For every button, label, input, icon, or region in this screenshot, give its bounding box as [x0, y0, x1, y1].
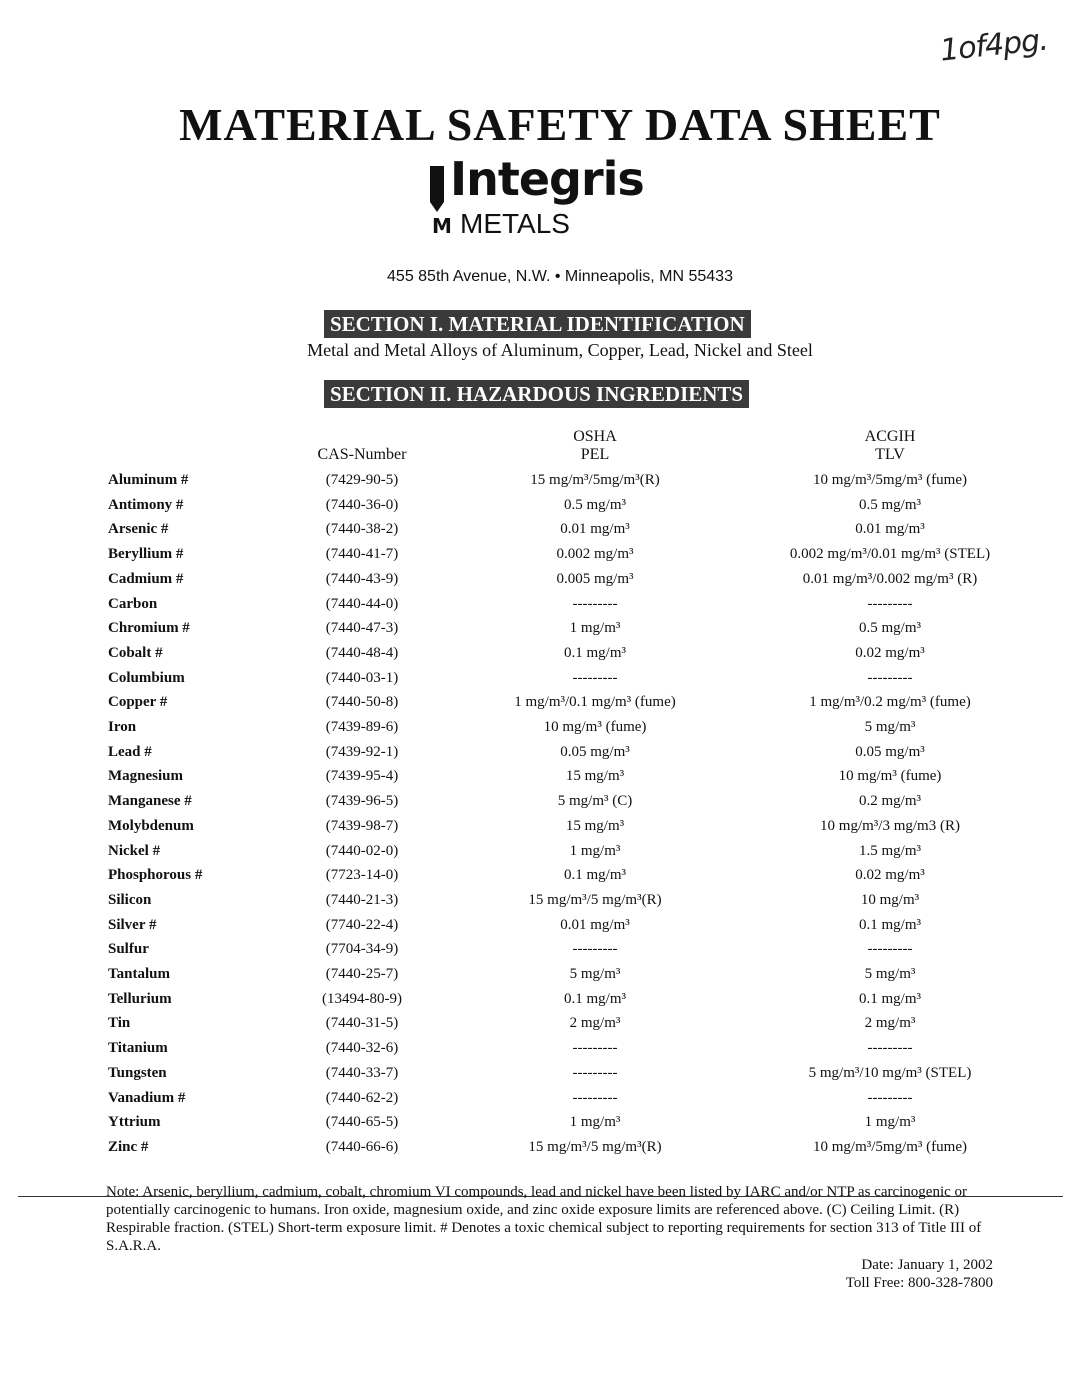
ingredient-name: Antimony #	[108, 497, 184, 513]
ingredient-acgih-tlv: 0.5 mg/m³	[859, 497, 921, 513]
ingredient-osha-pel: 0.5 mg/m³	[564, 497, 626, 513]
ingredient-name: Zinc #	[108, 1139, 149, 1155]
ingredient-acgih-tlv: 0.01 mg/m³/0.002 mg/m³ (R)	[802, 571, 978, 587]
ingredient-name: Copper #	[108, 694, 168, 710]
ingredient-cas-number: (7439-92-1)	[325, 744, 399, 760]
document-date: Date: January 1, 2002	[861, 1257, 993, 1273]
ingredient-acgih-tlv: 0.1 mg/m³	[859, 991, 921, 1007]
ingredient-acgih-tlv: 1 mg/m³/0.2 mg/m³ (fume)	[809, 694, 971, 710]
ingredient-osha-pel: 0.002 mg/m³	[556, 546, 634, 562]
ingredient-name: Tellurium	[108, 991, 172, 1007]
ingredient-cas-number: (7440-62-2)	[325, 1090, 399, 1106]
ingredient-osha-pel: 15 mg/m³	[565, 818, 625, 834]
ingredient-cas-number: (7440-21-3)	[325, 892, 399, 908]
ingredient-osha-pel: 5 mg/m³	[569, 966, 621, 982]
company-logo	[426, 152, 706, 250]
ingredient-acgih-tlv: ---------	[867, 596, 913, 612]
ingredient-osha-pel: 0.01 mg/m³	[560, 917, 630, 933]
ingredient-name: Silicon	[108, 892, 152, 908]
ingredient-cas-number: (7440-41-7)	[325, 546, 399, 562]
ingredient-cas-number: (7439-89-6)	[325, 719, 399, 735]
ingredient-cas-number: (7439-98-7)	[325, 818, 399, 834]
ingredient-cas-number: (7440-48-4)	[325, 645, 399, 661]
ingredient-acgih-tlv: 10 mg/m³/5mg/m³ (fume)	[813, 472, 967, 488]
ingredient-osha-pel: 15 mg/m³/5mg/m³(R)	[530, 472, 660, 488]
ingredient-name: Yttrium	[108, 1114, 161, 1130]
ingredient-osha-pel: 15 mg/m³/5 mg/m³(R)	[528, 892, 662, 908]
ingredient-acgih-tlv: 1.5 mg/m³	[859, 843, 921, 859]
ingredient-osha-pel: 0.1 mg/m³	[564, 867, 626, 883]
ingredient-acgih-tlv: 0.01 mg/m³	[855, 521, 925, 537]
ingredient-acgih-tlv: 10 mg/m³/5mg/m³ (fume)	[813, 1139, 967, 1155]
ingredient-acgih-tlv: ---------	[867, 1040, 913, 1056]
ingredient-name: Beryllium #	[108, 546, 184, 562]
logo-m-mark: M	[432, 214, 452, 238]
ingredient-cas-number: (7440-02-0)	[325, 843, 399, 859]
ingredient-acgih-tlv: 1 mg/m³	[864, 1114, 916, 1130]
ingredient-acgih-tlv: 0.02 mg/m³	[855, 645, 925, 661]
footnote: Note: Arsenic, beryllium, cadmium, cobalt, chromium VI compounds, lead and nickel have been listed by IARC and/or NTP as carcinogenic or potentially carcinogenic to humans. Iron oxide, magnesium oxide, and zinc oxide exposure limits are referenced above. (C) Ceiling Limit. (R) Respirable fraction. (STEL) Short-term exposure limit. # Denotes a toxic chemical subject to reporting requirements for section 313 of Title III of S.A.R.A.	[106, 1184, 982, 1254]
ingredient-name: Titanium	[108, 1040, 168, 1056]
ingredient-acgih-tlv: 0.002 mg/m³/0.01 mg/m³ (STEL)	[789, 546, 991, 562]
ingredient-cas-number: (7429-90-5)	[325, 472, 399, 488]
ingredient-name: Sulfur	[108, 941, 149, 957]
ingredient-osha-pel: 0.05 mg/m³	[560, 744, 630, 760]
ingredient-cas-number: (7723-14-0)	[325, 867, 399, 883]
ingredient-name: Phosphorous #	[108, 867, 203, 883]
ingredient-osha-pel: ---------	[572, 1090, 618, 1106]
ingredient-name: Lead #	[108, 744, 152, 760]
ingredient-cas-number: (7440-32-6)	[325, 1040, 399, 1056]
ingredient-name: Tantalum	[108, 966, 170, 982]
logo-tip-icon	[430, 202, 444, 212]
ingredient-name: Cobalt #	[108, 645, 163, 661]
ingredient-cas-number: (7440-47-3)	[325, 620, 399, 636]
ingredient-acgih-tlv: ---------	[867, 670, 913, 686]
ingredient-osha-pel: 1 mg/m³/0.1 mg/m³ (fume)	[514, 694, 676, 710]
ingredient-acgih-tlv: 2 mg/m³	[864, 1015, 916, 1031]
company-address: 455 85th Avenue, N.W. • Minneapolis, MN 55433	[387, 268, 733, 285]
ingredient-cas-number: (7439-95-4)	[325, 768, 399, 784]
footer-contact	[790, 1256, 993, 1292]
ingredient-osha-pel: 1 mg/m³	[569, 620, 621, 636]
ingredient-cas-number: (7440-65-5)	[325, 1114, 399, 1130]
ingredient-osha-pel: 1 mg/m³	[569, 1114, 621, 1130]
ingredient-osha-pel: 5 mg/m³ (C)	[557, 793, 633, 809]
ingredient-osha-pel: 0.1 mg/m³	[564, 991, 626, 1007]
ingredient-cas-number: (7740-22-4)	[325, 917, 399, 933]
ingredient-cas-number: (7440-31-5)	[325, 1015, 399, 1031]
ingredient-acgih-tlv: 10 mg/m³/3 mg/m3 (R)	[820, 818, 960, 834]
toll-free-number: Toll Free: 800-328-7800	[845, 1275, 993, 1291]
header-cas-number: CAS-Number	[317, 446, 407, 463]
ingredient-acgih-tlv: ---------	[867, 1090, 913, 1106]
ingredient-name: Silver #	[108, 917, 157, 933]
ingredient-acgih-tlv: 5 mg/m³/10 mg/m³ (STEL)	[808, 1065, 972, 1081]
ingredient-cas-number: (7440-44-0)	[325, 596, 399, 612]
ingredient-osha-pel: 2 mg/m³	[569, 1015, 621, 1031]
document-title: MATERIAL SAFETY DATA SHEET	[179, 99, 941, 150]
section-2-heading: SECTION II. HAZARDOUS INGREDIENTS	[324, 380, 749, 408]
ingredient-cas-number: (7440-43-9)	[325, 571, 399, 587]
logo-subtitle: METALS	[460, 208, 570, 239]
ingredient-name: Manganese #	[108, 793, 192, 809]
header-osha: OSHA	[573, 428, 617, 445]
ingredient-acgih-tlv: 0.02 mg/m³	[855, 867, 925, 883]
ingredient-cas-number: (7440-25-7)	[325, 966, 399, 982]
ingredient-cas-number: (7440-50-8)	[325, 694, 399, 710]
ingredient-cas-number: (7440-03-1)	[325, 670, 399, 686]
ingredient-osha-pel: ---------	[572, 1065, 618, 1081]
ingredient-osha-pel: ---------	[572, 670, 618, 686]
ingredient-cas-number: (7440-66-6)	[325, 1139, 399, 1155]
ingredient-acgih-tlv: 5 mg/m³	[864, 966, 916, 982]
ingredient-osha-pel: 15 mg/m³/5 mg/m³(R)	[528, 1139, 662, 1155]
section-1-heading: SECTION I. MATERIAL IDENTIFICATION	[324, 310, 751, 338]
ingredient-acgih-tlv: 10 mg/m³ (fume)	[838, 768, 942, 784]
ingredient-cas-number: (7439-96-5)	[325, 793, 399, 809]
ingredient-osha-pel: ---------	[572, 941, 618, 957]
ingredient-cas-number: (7440-36-0)	[325, 497, 399, 513]
logo-brand-name: Integris	[450, 152, 644, 206]
ingredient-osha-pel: ---------	[572, 596, 618, 612]
header-tlv: TLV	[875, 446, 905, 463]
ingredient-acgih-tlv: 0.5 mg/m³	[859, 620, 921, 636]
ingredient-name: Carbon	[108, 596, 158, 612]
handwritten-page-note: 1of4pg.	[938, 22, 1050, 69]
ingredient-osha-pel: 0.01 mg/m³	[560, 521, 630, 537]
ingredient-name: Cadmium #	[108, 571, 184, 587]
ingredient-acgih-tlv: 10 mg/m³	[860, 892, 920, 908]
ingredient-name: Tungsten	[108, 1065, 167, 1081]
ingredient-name: Iron	[108, 719, 137, 735]
ingredient-acgih-tlv: 0.05 mg/m³	[855, 744, 925, 760]
ingredient-name: Magnesium	[108, 768, 183, 784]
ingredient-name: Molybdenum	[108, 818, 194, 834]
ingredient-name: Chromium #	[108, 620, 190, 636]
ingredient-acgih-tlv: ---------	[867, 941, 913, 957]
ingredient-osha-pel: ---------	[572, 1040, 618, 1056]
ingredient-cas-number: (7704-34-9)	[325, 941, 399, 957]
ingredient-cas-number: (7440-38-2)	[325, 521, 399, 537]
ingredient-osha-pel: 15 mg/m³	[565, 768, 625, 784]
section-1-description: Metal and Metal Alloys of Aluminum, Copper, Lead, Nickel and Steel	[307, 340, 813, 360]
ingredient-osha-pel: 1 mg/m³	[569, 843, 621, 859]
ingredient-cas-number: (13494-80-9)	[322, 991, 402, 1007]
header-pel: PEL	[580, 446, 610, 463]
ingredient-acgih-tlv: 0.1 mg/m³	[859, 917, 921, 933]
header-acgih: ACGIH	[864, 428, 916, 445]
ingredient-osha-pel: 0.005 mg/m³	[556, 571, 634, 587]
logo-bar-icon	[430, 166, 444, 202]
ingredient-name: Nickel #	[108, 843, 161, 859]
ingredient-name: Aluminum #	[108, 472, 189, 488]
ingredient-acgih-tlv: 0.2 mg/m³	[859, 793, 921, 809]
ingredient-name: Vanadium #	[108, 1090, 186, 1106]
ingredient-osha-pel: 10 mg/m³ (fume)	[543, 719, 647, 735]
ingredient-name: Tin	[108, 1015, 131, 1031]
ingredient-name: Columbium	[108, 670, 185, 686]
ingredient-cas-number: (7440-33-7)	[325, 1065, 399, 1081]
ingredient-acgih-tlv: 5 mg/m³	[864, 719, 916, 735]
ingredient-osha-pel: 0.1 mg/m³	[564, 645, 626, 661]
ingredient-name: Arsenic #	[108, 521, 169, 537]
